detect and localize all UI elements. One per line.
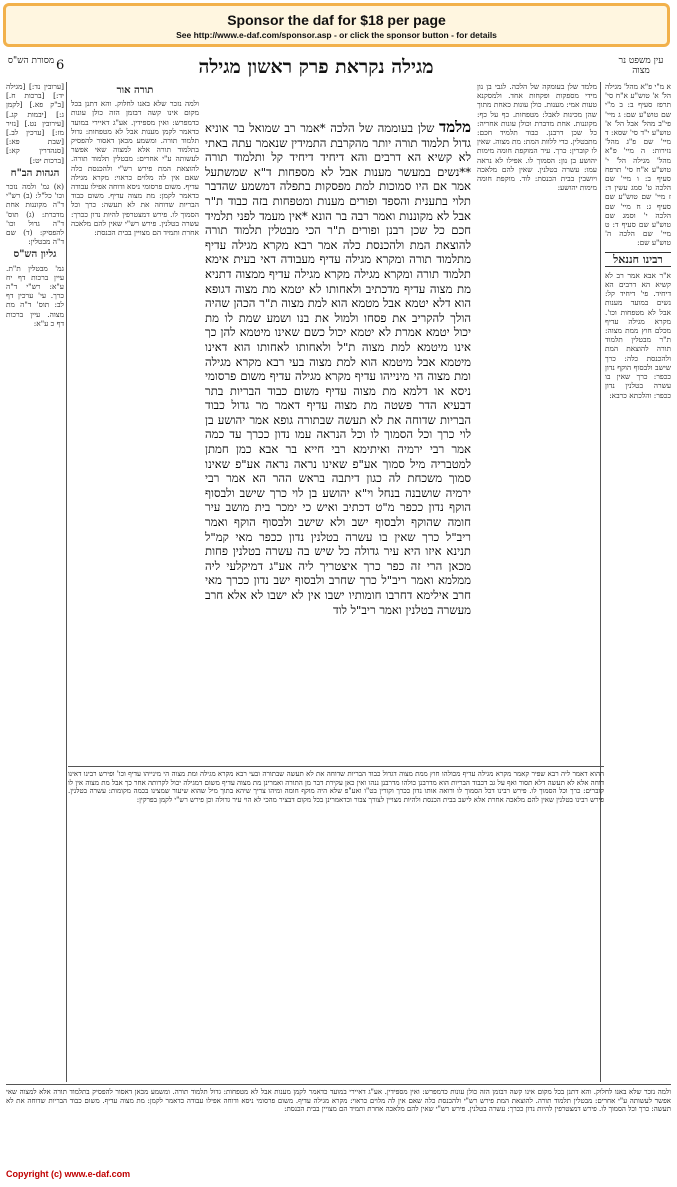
bottom-commentary-text: ההוא דאמר ליה רבא שפיר קאמר מקרא מגילה עדיף מכולהו חוץ ממת מצוה דגדול כבוד הבריות שדוחה את לא תעשה שבתורה ובעי רבא מקרא מגילה ומת מצוה הי מינייהו עדיף וכו' ופירש רבינו דאינו דוחה אלא לא תעשה דלא תסור ואף על גב דכבוד הבריות הוא מדרבנן כולהו מדרבנן ננהו ואין כאן עקירת דבר מן התורה ואמרינן מת מצוה עדיף משום דמגילה יכול לקרותה אחר כך אבל מת מצוה אין לו קוברים: כרך וכל הסמוך לו. פירש רבינו דכל הסמוך לו ורואה אותו נדון ככרך וקורין בט"ו ואע"פ שלא היה מוקף חומה ומיהו צריך שיהא בתוך מיל שהוא שיעור שמצינו בכמה מקומות: עשרה בטלנין. פירש רבינו בטלנין שאין להם מלאכה אחרת אלא לישב בבית הכנסת ולהיות מצויין לצורך צבור וכדאמרינן בכל מקום דבציר מהכי לא הוי עיר גדולה וכן פירש רש"י לקמן בפרקין: [68, 770, 604, 804]
talmud-page [6, 54, 671, 1174]
section-divider [68, 766, 604, 767]
tosafot-column [71, 82, 199, 782]
section-divider [6, 1084, 671, 1085]
gemara-text: שלן בעוממה של הלכה *אמר רב שמואל בר אוניא גדול תלמוד תורה יותר מהקרבת התמידין שנאמר עתה באתי לא קשיא הא דרבים והא דיחיד דיחיד קל ותלמוד תורה **נשים במעשר מענות אבל לא מספחות ד"א שמשתעל אמר אם היו סמוכות למת מפסקות בתפלה דמשמע שהדבר תלוי בתענית והספד ופורים מענות ומטפחות בזה כבוד ת"ר אבל לא מקוננות ואמר רבה בר הונא *אין מעמד לפני תלמיד חכם כל שכן רבנן ופורים ת"ר הכי מבטלין תלמוד תורה להוצאת המת ולהכנסת כלה אמר רבא מקרא מגילה עדיף מתלמוד תורה ומקרא מגילה עדיף מעבודה דאי בעית אימא תלמוד תורה ומקרא מגילה מקרא מגילה עדיף ממצוה דתניא מת מצוה עדיף מדכתיב ולאחותו לא יטמא מת מצוה דגופא הוא דלא יטמא אבל מטמא הוא למת מצוה ת"ר הכהן שהיה הולך להקריב את פסחו ולמול את בנו ושמע שמת לו מת יכול יטמא אמרת לא יטמא יכול כשם שאינו מיטמא להן כך אינו מיטמא למת מצוה ת"ל ולאחותו לאחותו הוא דאינו מיטמא אבל מיטמא הוא למת מצוה בעי רבא מקרא מגילה ומת מצוה הי מינייהו עדיף מקרא מגילה עדיף משום פרסומי ניסא או דלמא מת מצוה עדיף משום כבוד הבריות בתר דבעיא הדר פשטה מת מצוה עדיף דאמר מר גדול כבוד הבריות שדוחה את לא תעשה שבתורה גופא אמר יהושע בן לוי כרך וכל הסמוך לו וכל הנראה עמו נדון ככרך עד כמה אמר רבי ירמיה ואיתימא רבי חייא בר אבא כמן חמתן למטבריה מיל סמוך אע"פ שאינו נראה נראה אע"פ שאינו סמוך משכחת לה כגון דיתבה בראש ההר הא אמר רבי ירמיה שושבנה בנחל וי"א יהושע בן לוי כרך שישב ולבסוף הוקף נדון ככפר מ"ט דכתיב ואיש כי ימכר בית מושב עיר חומה שהוקף ולבסוף ישב ולא שישב ולבסוף הוקף ואמר ריב"ל כרך שאין בו עשרה בטלנין נדון ככפר מאי קמ"ל תנינא איזו היא עיר גדולה כל שיש בה עשרה בטלנין פחות מכאן הרי זה כפר כרך איצטריך ליה אע"ג דמיקלעי ליה ממלמא ואמר ריב"ל כרך שחרב ולבסוף ישב נדון ככרך מאי חרב אילימא דחרבו חומותיו ישבו אין לא ישבו לא אלא חרב מעשרה בטלנין ואמר ריב"ל לוד [205, 121, 471, 617]
masoret-text: [ערובין נד:] [מגילה יד:] [ברכות ח.] [ב"ק פא.] [לקמן ג:] [יבמות קג.] [עירובין נט.] [נזיר מז:] [ערכין לב.] [שבת פא:] [סנהדרין קא:] [ברכות יט:] [6, 82, 64, 165]
gilyon-title: גליון הש"ס [13, 249, 57, 261]
bottom-commentary [68, 770, 604, 1070]
hagahot-title: הגהות הב"ח [10, 167, 60, 179]
rashi-text: מלמד שלן בעומקה של הלכה. לגבי בן נון מידי מספקות ופקחות אחד. ולמסקנא טעות אמי: מענות. כולן עונות כאחת מתוך שהן מכינות לאבל: מטפחות. כף על כף: מקוננות. אחת מדברת וכולן עונות אחריה: כל שכן דרבנן. כבוד תלמיד חכם: מתבטלין. כדי ללוות המת: מת מצוה. שאין לו קוברין: כרך. עיר המוקפת חומה מימות יהושע בן נון: הסמוך לו. אפילו לא נראה עמו: עשרה בטלנין. שאין להם מלאכה ויושבין בבית הכנסת: לוד. מוקפת חומה מימות יהושע: [477, 82, 597, 193]
gilyon-text: גמ' מבטלין ת"ת. עיין ברכות דף יח ע"א: רש"י ד"ה כרך. עי' ערכין דף לב: תוס' ד"ה מת מצוה. עיין ברכות דף כ ע"א: [6, 263, 64, 328]
hagahot-text: (א) גמ' ולמה נזכר וכו' כל"ל: (ב) רש"י ד"ה מקוננות אחת מדברת: (ג) תוס' ד"ה גדול וכו' להפסיק: (ד) שם ד"ה מבטלין: [6, 182, 64, 247]
tosafot-text: ולמה נזכר שלא באנו לחלוק. והא דתנן בכל מקום אינו קשה דבזמן הזה כולן עונות כדמפרש: ואין מספידין. אע"ג דאיירי במועד כדאמר לקמן מענות אבל לא מטפחות: גדול תלמוד תורה. ומשמע מכאן דאסור להפסיק בתלמוד תורה אלא למצוה שאי אפשר לעשותה ע"י אחרים: מבטלין תלמוד תורה. להוצאת המת פירש רש"י ולהכנסת כלה שאם אין לה מלוים כראוי: מקרא מגילה עדיף. משום פרסומי ניסא ודוחה אפילו עבודה כדאמר לקמן: מת מצוה עדיף. משום כבוד הבריות שדוחה את לא תעשה: כרך וכל הסמוך לו. פירש דמצטרפין להיות נדון ככרך: עשרה בטלנין. פירש רש"י שאין להם מלאכה אחרת ותמיד הם מצויין בבית הכנסת: [71, 99, 199, 238]
footer-commentary-text: ולמה נזכר שלא באנו לחלוק. והא דתנן בכל מקום אינו קשה דבזמן הזה כולן עונות כדמפרש: ואין מספידין. אע"ג דאיירי במועד כדאמר לקמן מענות אבל לא מטפחות: גדול תלמוד תורה. ומשמע מכאן דאסור להפסיק בתלמוד תורה אלא למצוה שאי אפשר לעשותה ע"י אחרים: מבטלין תלמוד תורה. להוצאת המת פירש רש"י ולהכנסת כלה שאם אין לה מלוים כראוי: מקרא מגילה עדיף. משום פרסומי ניסא ודוחה אפילו עבודה כדאמר לקמן: מת מצוה עדיף. משום כבוד הבריות שדוחה את לא תעשה: כרך וכל הסמוך לו. פירש דמצטרפין להיות נדון ככרך: עשרה בטלנין. פירש רש"י שאין להם מלאכה אחרת ותמיד הם מצויין בבית הכנסת: [6, 1088, 671, 1114]
copyright-link[interactable]: Copyright (c) www.e-daf.com [6, 1169, 131, 1179]
sponsor-title: Sponsor the daf for $18 per page [227, 12, 446, 28]
sponsor-banner[interactable] [3, 3, 670, 47]
rashi-column [477, 82, 597, 782]
torah-or-title: תורה אור [116, 85, 154, 96]
column-divider [66, 82, 67, 1082]
ein-mishpat-label: עין משפט נר מצוה [618, 56, 664, 76]
ein-mishpat-text: א מ"י פ"א מהל' מגילה הל' א' טוש"ע א"ח סי' תרפז סעיף ב: ב מ"י שם טוש"ע שם: ג מיי' פי"ב מהל' אבל הל' א' טוש"ע י"ד סי' שסא: ד מיי' שם פ"ג מהל' נזירות: ה מיי' פ"א מהל' מגילה הל' י' טוש"ע א"ח סי' תרפח סעיף ב: ו מיי' שם הלכה ט' סמג עשין ד: ז מיי' שם טוש"ע שם סעיף ג: ח מיי' שם הלכה י' וסמג שם טוש"ע שם סעיף ד: ט מיי' שם הלכה ה' טוש"ע שם: [605, 82, 671, 248]
masoret-column [6, 82, 64, 1082]
rabbenu-chananel-text: א"ר אבא אמר רב לא קשיא הא דרבים הא דיחיד. פי' דיחיד קל: נשים במועד מענות אבל לא מטפחות וכו'. מקרא מגילה עדיף מכלם חוץ ממת מצוה: ת"ר מבטלין תלמוד תורה להוצאת המת ולהכנסת כלה: כרך שישב ולבסוף הוקף נדון ככפר: כרך שאין בו עשרה בטלנין נדון ככפר: והלכתא כרבא: [605, 270, 671, 400]
page-header [6, 56, 671, 82]
page-number: 6 [56, 58, 65, 73]
gemara-opening-word: מלמד [439, 120, 471, 136]
page-title: מגילה נקראת פרק ראשון מגילה [198, 56, 434, 78]
rabbenu-chananel-title: רבינו חננאל [605, 252, 671, 267]
footer-commentary [6, 1088, 671, 1158]
gemara-column [205, 120, 471, 760]
masoret-label: מסורת הש"ס [7, 56, 55, 66]
ein-mishpat-column [605, 82, 671, 1082]
sponsor-subtitle: See http://www.e-daf.com/sponsor.asp - or click the sponsor button - for details [176, 30, 497, 40]
